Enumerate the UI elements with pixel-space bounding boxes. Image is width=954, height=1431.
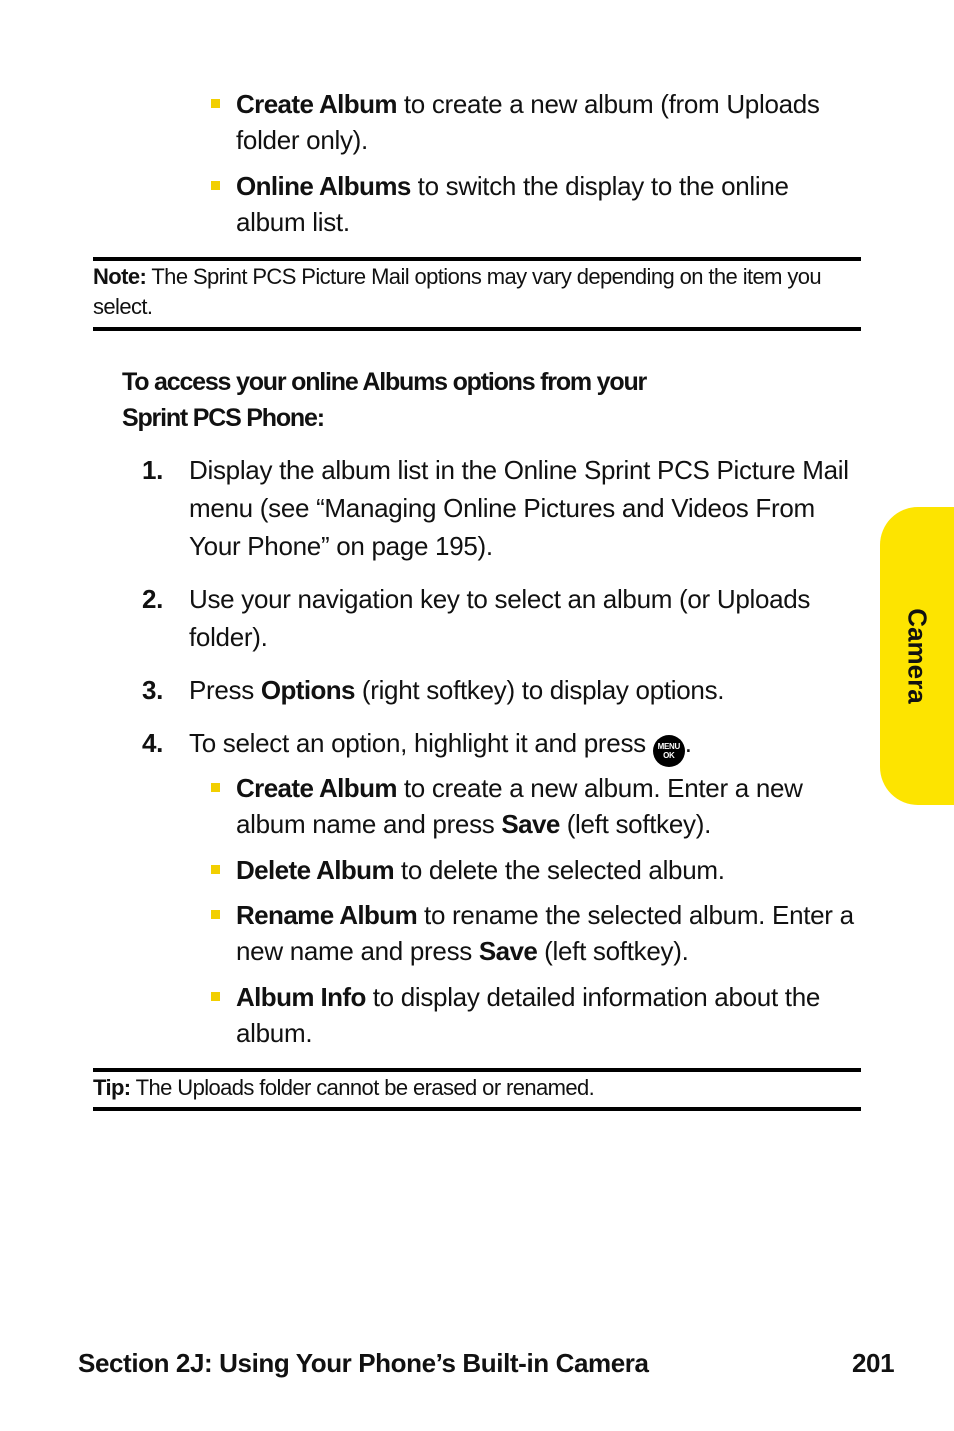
save-softkey-label: Save (501, 809, 560, 839)
step-text: To select an option, highlight it and press (189, 728, 646, 758)
note-bottom-rule (93, 327, 861, 331)
procedure-heading (122, 364, 862, 436)
side-tab-camera (880, 507, 954, 805)
procedure-heading-line2: Sprint PCS Phone: (122, 404, 324, 432)
bullet-delete-album (211, 852, 861, 888)
bullet-term: Album Info (236, 982, 366, 1012)
note-top-rule (93, 257, 861, 261)
tip-bottom-rule (93, 1107, 861, 1111)
menu-ok-key-icon: MENU OK (653, 735, 685, 767)
bullet-term: Online Albums (236, 171, 411, 201)
note-box (93, 262, 861, 322)
side-tab-label: Camera (902, 608, 933, 704)
tip-text: The Uploads folder cannot be erased or renamed. (135, 1075, 595, 1100)
step-3 (142, 671, 862, 709)
save-softkey-label: Save (478, 936, 538, 966)
options-softkey-label: Options (260, 675, 355, 705)
step-text: Display the album list in the Online Sprint PCS Picture Mail menu (see “Managing Online Pictures and Videos From Your Phone” on page 195). (189, 455, 849, 561)
footer-section-title: Section 2J: Using Your Phone’s Built-in Camera (78, 1348, 649, 1378)
step-number: 1. (142, 455, 164, 485)
note-text: The Sprint PCS Picture Mail options may vary depending on the item you select. (93, 264, 822, 319)
bullet-text: to delete the selected album. (400, 855, 725, 885)
step-text-after: (right softkey) to display options. (361, 675, 725, 705)
tip-box (93, 1073, 861, 1103)
bullet-square-icon (211, 783, 220, 792)
step-1 (142, 451, 862, 565)
bullet-term: Rename Album (236, 900, 418, 930)
bullet-text: to switch the display to the online album list. (236, 171, 789, 237)
procedure-heading-line1: To access your online Albums options from your (122, 368, 647, 396)
step-number: 2. (142, 584, 164, 614)
note-label: Note: (93, 264, 147, 289)
bullet-rename-album: Rename Album to rename the selected album. Enter a new name and press Save (left softkey). (211, 897, 861, 969)
bullet-text: to create a new album. Enter a new album name and press (236, 773, 803, 839)
bullet-term: Create Album (236, 89, 397, 119)
bullet-square-icon (211, 865, 220, 874)
step-text: Use your navigation key to select an album (or Uploads folder). (189, 584, 811, 652)
bullet-square-icon (211, 992, 220, 1001)
bullet-album-info (211, 979, 861, 1051)
step-text: Press (189, 675, 254, 705)
step-2 (142, 580, 862, 656)
step-4: 4. To select an option, highlight it and press MENU OK . (142, 724, 862, 767)
bullet-text: to rename the selected album. Enter a new name and press (236, 900, 854, 966)
bullet-create-album: Create Album to create a new album. Enter a new album name and press Save (left softkey). (211, 770, 861, 842)
step-number: 4. (142, 728, 164, 758)
bullet-square-icon (211, 99, 220, 108)
bullet-square-icon (211, 181, 220, 190)
bullet-text: to create a new album (from Uploads folder only). (236, 89, 820, 155)
bullet-term: Delete Album (236, 855, 394, 885)
tip-top-rule (93, 1068, 861, 1072)
bullet-square-icon (211, 910, 220, 919)
tip-label: Tip: (93, 1075, 131, 1100)
bullet-text: to display detailed information about the album. (236, 982, 821, 1048)
bullet-term: Create Album (236, 773, 397, 803)
page-number: 201 (852, 1348, 895, 1378)
bullet-online-albums (211, 168, 861, 240)
bullet-create-album-top (211, 86, 861, 158)
step-number: 3. (142, 675, 164, 705)
